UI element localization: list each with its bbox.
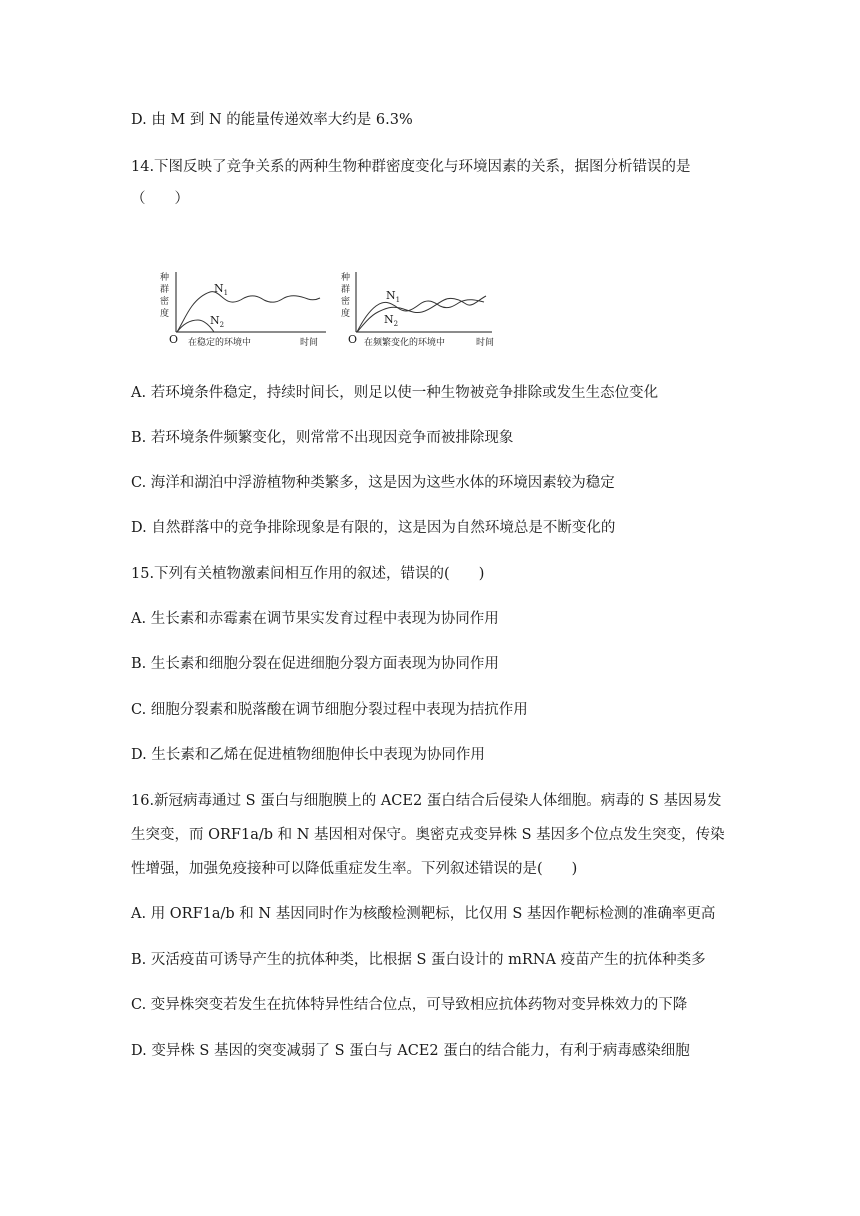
q15-option-d: D. 生长素和乙烯在促进植物细胞伸长中表现为协同作用 bbox=[131, 747, 485, 763]
right-y-char-3: 密 bbox=[341, 297, 351, 307]
right-y-char-4: 度 bbox=[341, 309, 351, 319]
q14-option-d: D. 自然群落中的竞争排除现象是有限的，这是因为自然环境总是不断变化的 bbox=[131, 520, 616, 536]
right-origin: O bbox=[348, 333, 358, 346]
q16-stem-line-2: 生突变，而 ORF1a/b 和 N 基因相对保守。奥密克戎变异株 S 基因多个位点发生突变，传染 bbox=[131, 827, 725, 843]
right-n2-curve bbox=[357, 296, 486, 332]
right-n1-curve bbox=[357, 300, 484, 332]
q14-stem: 14.下图反映了竞争关系的两种生物种群密度变化与环境因素的关系，据图分析错误的是 bbox=[131, 159, 691, 175]
left-graph bbox=[160, 271, 326, 348]
right-graph bbox=[341, 271, 494, 348]
q14-option-b: B. 若环境条件频繁变化，则常常不出现因竞争而被排除现象 bbox=[131, 430, 514, 446]
left-n2-label: $N_2$ bbox=[210, 314, 225, 329]
q14-option-c: C. 海洋和湖泊中浮游植物种类繁多，这是因为这些水体的环境因素较为稳定 bbox=[131, 475, 615, 491]
right-caption: 在频繁变化的环境中 bbox=[364, 338, 446, 348]
left-n1-label: $N_1$ bbox=[214, 282, 229, 297]
q16-stem-line-1: 16.新冠病毒通过 S 蛋白与细胞膜上的 ACE2 蛋白结合后侵染人体细胞。病毒的 S 基因易发 bbox=[131, 793, 722, 809]
left-origin: O bbox=[169, 333, 179, 346]
left-caption: 在稳定的环境中 bbox=[188, 338, 252, 348]
left-x-label: 时间 bbox=[300, 338, 319, 348]
left-y-char-4: 度 bbox=[160, 309, 170, 319]
right-n2-label: $N_2$ bbox=[384, 313, 399, 328]
right-x-label: 时间 bbox=[476, 338, 495, 348]
q14-option-a: A. 若环境条件稳定，持续时间长，则足以使一种生物被竞争排除或发生生态位变化 bbox=[131, 385, 659, 401]
competition-graphs bbox=[158, 266, 503, 354]
left-y-char-3: 密 bbox=[160, 297, 170, 307]
q15-option-b: B. 生长素和细胞分裂在促进细胞分裂方面表现为协同作用 bbox=[131, 656, 499, 672]
q15-option-c: C. 细胞分裂素和脱落酸在调节细胞分裂过程中表现为拮抗作用 bbox=[131, 702, 528, 718]
q15-stem: 15.下列有关植物激素间相互作用的叙述，错误的( ) bbox=[131, 566, 485, 582]
q15-option-a: A. 生长素和赤霉素在调节果实发育过程中表现为协同作用 bbox=[131, 611, 499, 627]
right-n1-label: $N_1$ bbox=[386, 289, 401, 304]
q14-paren: （ ） bbox=[131, 191, 189, 207]
competition-figure bbox=[158, 266, 503, 354]
q13-option-d: D. 由 M 到 N 的能量传递效率大约是 6.3% bbox=[131, 112, 413, 128]
left-y-char-1: 种 bbox=[160, 273, 170, 283]
q16-stem-line-3: 性增强，加强免疫接种可以降低重症发生率。下列叙述错误的是( ) bbox=[131, 861, 578, 877]
right-y-char-2: 群 bbox=[341, 285, 351, 295]
left-n1-curve bbox=[177, 292, 320, 332]
q16-option-b: B. 灭活疫苗可诱导产生的抗体种类，比根据 S 蛋白设计的 mRNA 疫苗产生的抗体种类多 bbox=[131, 952, 706, 968]
left-y-char-2: 群 bbox=[160, 285, 170, 295]
q16-option-d: D. 变异株 S 基因的突变减弱了 S 蛋白与 ACE2 蛋白的结合能力，有利于病毒感染细胞 bbox=[131, 1043, 690, 1059]
q16-option-a: A. 用 ORF1a/b 和 N 基因同时作为核酸检测靶标，比仅用 S 基因作靶标检测的准确率更高 bbox=[131, 906, 716, 922]
right-y-char-1: 种 bbox=[341, 273, 351, 283]
q16-option-c: C. 变异株突变若发生在抗体特异性结合位点，可导致相应抗体药物对变异株效力的下降 bbox=[131, 997, 688, 1013]
